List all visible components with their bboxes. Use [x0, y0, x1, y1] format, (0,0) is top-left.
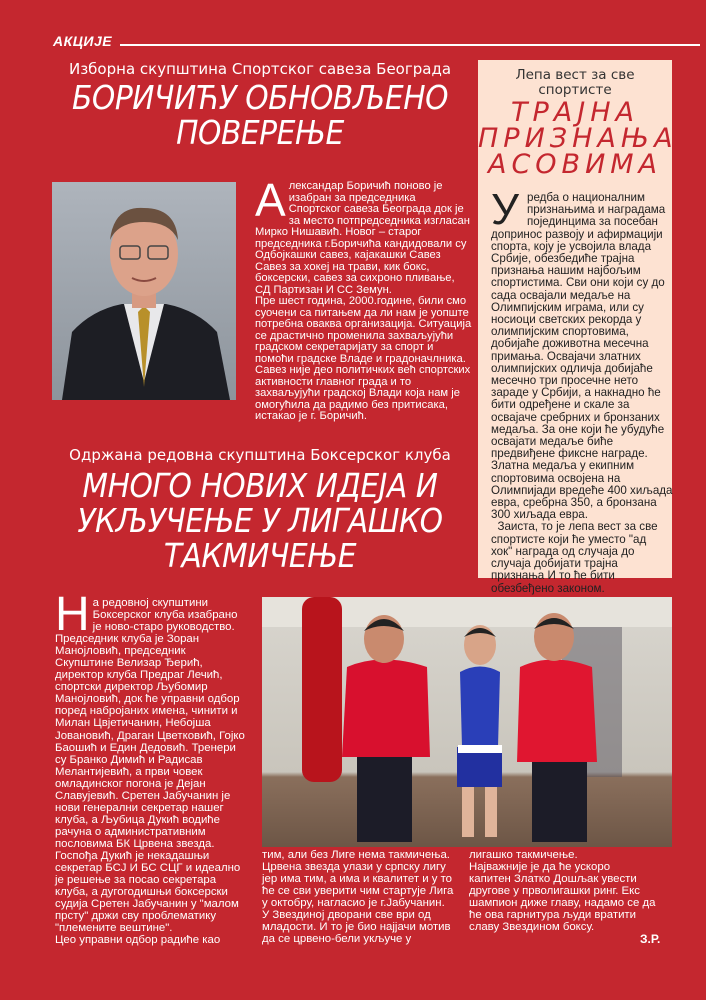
sidebar-text-line: допринос развоју и афирмацији	[491, 227, 663, 241]
headline-line: БОРИЧИЋУ ОБНОВЉЕНО	[71, 78, 449, 117]
article2-headline	[35, 468, 485, 573]
sidebar-text-line: примања. Освајачи златних	[491, 349, 641, 363]
sidebar-text-line: признања И то ће бити	[491, 569, 615, 583]
article1-body	[255, 174, 473, 423]
sidebar-text-line: медаља. За оне који ће убудуће	[491, 422, 665, 436]
drop-cap: А	[255, 174, 286, 226]
section-rule	[120, 44, 700, 46]
section-label: АКЦИЈЕ	[53, 33, 113, 49]
article2-col1	[55, 588, 260, 947]
sidebar-text-line: освајати медаље биће	[491, 435, 614, 449]
sidebar-text-line: спорта, коју је усвојила влада	[491, 239, 652, 253]
sidebar-text-line: спортовима освојена на	[491, 471, 621, 485]
headline-line: ПОВЕРЕЊЕ	[176, 113, 344, 152]
drop-cap: У	[491, 185, 519, 234]
sidebar-text-line: спортистима. Сви они који су до	[491, 276, 665, 290]
sidebar-body	[478, 185, 673, 595]
article2-kicker: Одржана редовна скупштина Боксерског клуба	[69, 446, 451, 464]
sidebar-text-line: спортисте који ће уместо "ад	[491, 532, 647, 546]
sidebar-text-line: олимпијских одличја добијаће	[491, 361, 653, 375]
sidebar-text-line: сада освајали медаље на	[491, 288, 631, 302]
headline-line: МНОГО НОВИХ ИДЕЈА И	[82, 466, 438, 505]
portrait-illustration	[52, 182, 236, 400]
sidebar-text	[491, 185, 673, 595]
sidebar-text-line: предвиђене фиксне награде.	[491, 447, 648, 461]
author-signature: З.Р.	[640, 932, 661, 946]
article1-headline	[44, 80, 476, 150]
article1-kicker: Изборна скупштина Спортског савеза Београда	[68, 60, 452, 78]
sidebar-text-line: Заиста, то је лепа вест за све	[491, 520, 658, 534]
article1-text: лександар Боричић поново је изабран за председника Спортског савеза Београда док је за место потпредседника изгласан Мирко Нишавић. Новог – старог председника г.Боричића кандидовали су Одбојкашки савез, кајакашки Савез Савез за хокеј на трави, кик бокс, боксерски, савез за сихроно пливање, СД Партизан И СС Земун. Пре шест година, 2000.године, били смо суочени са питањем да ли нам је уопште потребна оваква организација. Ситуација се драстично променила захваљујући градском секретаријату за спорт и помоћи градске Владе и градоначлника. Савез није део политичких већ спортских активности главног града и то захваљујући градској Влади која нам је омогућила да радимо без притисака, истакао је г. Боричић.	[255, 180, 472, 422]
title-line: ПРИЗНАЊА	[478, 123, 678, 154]
article2-col3: лигашко такмичење. Најважније је да ће ускоро капитен Златко Дошљак увести другове у прволигашки ринг. Екс шампион диже главу, надамо се да ће ова гарнитура људи вратити славу Звездином боксу.	[469, 849, 656, 934]
sidebar-text-line: евра, сребрна 350, а бронзана	[491, 496, 657, 510]
sidebar-text-line: хок" награда од случаја до	[491, 544, 635, 558]
sidebar-text-line: Олимпијским играма, или су	[491, 300, 644, 314]
article2-text-col1: а редовној скупштини Боксерског клуба изабрано је ново-старо руководство. Председник клуба је Зоран Манојловић, председник Скупштине Велизар Ђерић, директор клуба Предраг Лечић, спортски директор Љубомир Манојловић, док ће управни одбор поред набројаних имена, чинити и Милан Цвјетичанин, Небојша Јовановић, Драган Цветковић, Гојко Баошић и Един Дедовић. Тренери су Бранко Димић и Радисав Мелантијевић, а први човек омладинског погона је Дејан Славујевић. Сретен Јабучанин је нови генерални секретар нашег клуба, а Љубица Дукић водиће рачуна о административним пословима БК Црвена звезда. Госпођа Дукић је некадашњи секретар БСЈ И БС СЦГ и идеално је решење за посао секретара клуба, а дугогодишњи боксерски судија Сретен Јабучанин у "малом прсту" држи сву проблематику "племените вештине". Цео управни одбор радиће као	[55, 597, 245, 947]
drop-cap: Н	[55, 588, 90, 641]
title-line: АСОВИМА	[487, 149, 663, 180]
sidebar-text-line: појединцима за посебан	[527, 215, 658, 229]
sidebar-text-line: месечно три просечне нето	[491, 374, 639, 388]
sidebar-text-line: обезбеђено законом.	[491, 581, 605, 595]
sidebar-text-line: носиоци светских рекорда у	[491, 313, 642, 327]
sidebar-text-line: 300 хиљада евра.	[491, 508, 588, 522]
sidebar-box	[478, 60, 678, 595]
sidebar-text-line: освајаче сребрних и бронзаних	[491, 410, 660, 424]
sidebar-text-line: Златна медаља у екипним	[491, 459, 635, 473]
sidebar-text-line: добијаће доживотна месечна	[491, 337, 649, 351]
sidebar-text-line: Србије, обезбедиће трајна	[491, 252, 635, 266]
sidebar-text-line: признања нашим најбољим	[491, 264, 641, 278]
headline-line: УКЉУЧЕЊЕ У ЛИГАШКО	[77, 501, 443, 540]
sidebar-text-line: зараде у Србији, а накнадно ће	[491, 386, 661, 400]
boxing-illustration	[262, 597, 672, 847]
sidebar-text-line: бити одређене и скале за	[491, 398, 630, 412]
portrait-photo	[52, 182, 236, 400]
boxing-team-photo	[262, 597, 672, 847]
sidebar-title	[478, 97, 678, 180]
sidebar-text-line: случаја добијати трајна	[491, 557, 618, 571]
title-line: ТРАЈНА	[511, 97, 639, 128]
headline-line: ТАКМИЧЕЊЕ	[163, 536, 357, 575]
sidebar-text-line: Олимпијади вредеће 400 хиљада	[491, 483, 673, 497]
sidebar-kicker: Лепа вест за све спортисте	[515, 67, 635, 98]
sidebar-text-line: редба о националним	[527, 191, 645, 204]
article2-col2: тим, али без Лиге нема такмичења. Црвена звезда улази у српску лигу јер има тим, а има и квалитет и у то ће се сви уверити чим стартује Лига у октобру, нагласио је г.Јабучанин. У Звездиној дворани све ври од младости. И то је био најјачи мотив да се црвено-бели укључе у	[262, 849, 454, 946]
sidebar-text-line: признањима и наградама	[527, 203, 666, 217]
sidebar-text-line: олимпијским спортовима,	[491, 325, 629, 339]
